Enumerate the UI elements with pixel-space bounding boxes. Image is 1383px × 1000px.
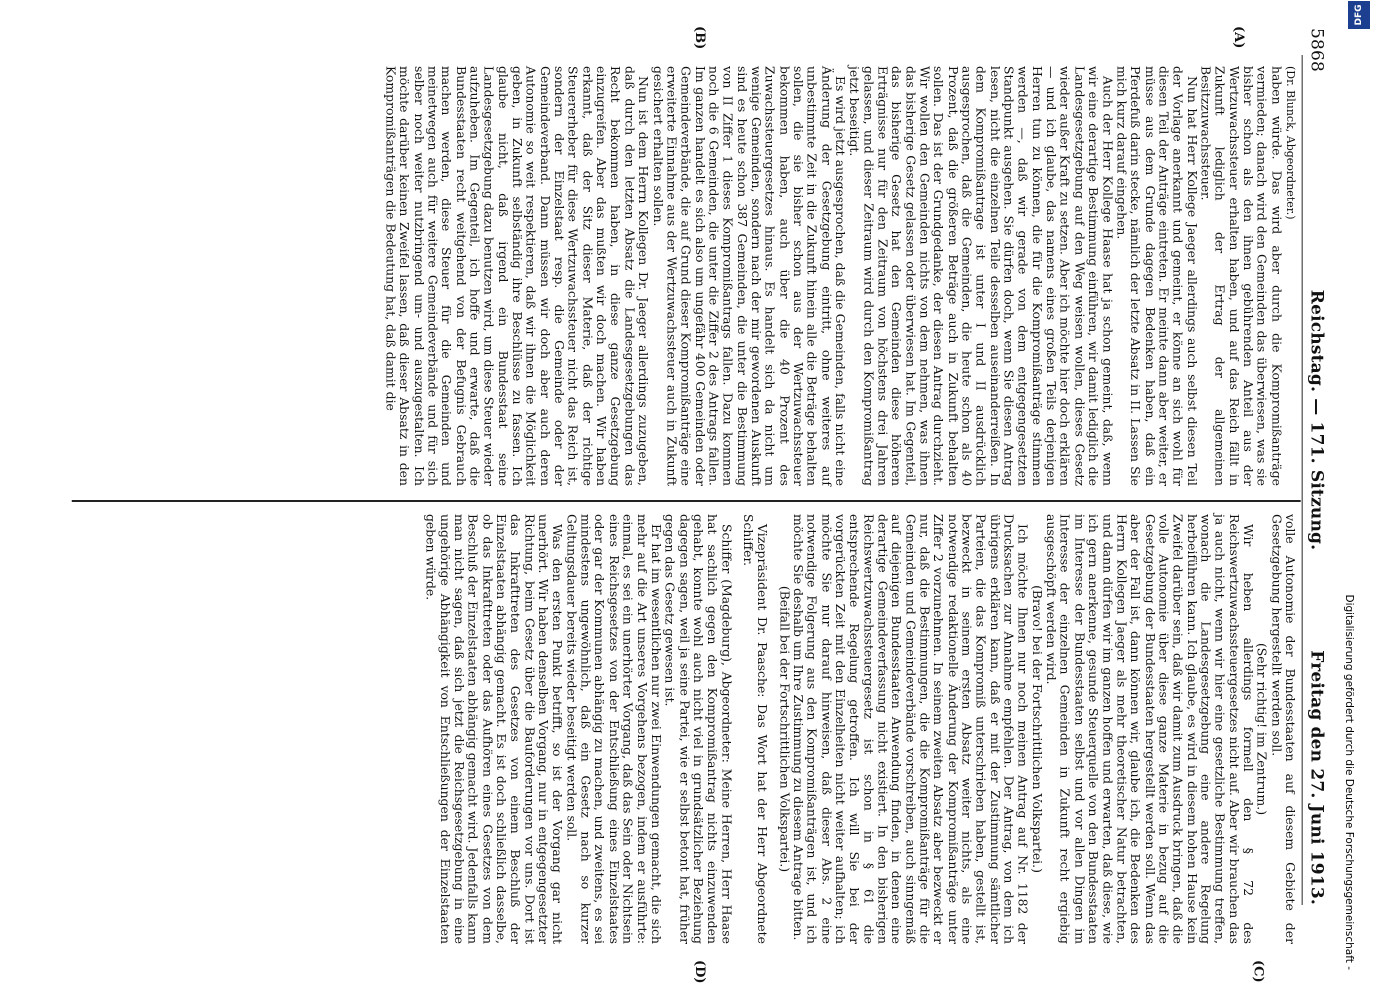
interjection: (Beifall bei der Fortschrittlichen Volkspartei.) [776,585,792,873]
dfg-logo: DFG [1348,1,1370,29]
session-title: Reichstag. — 171. Sitzung. [1306,289,1327,551]
margin-mark-d: (D) [692,960,707,984]
paragraph: Ich möchte Ihnen nur noch meinen Antrag auf Nr. 1182 der Drucksachen zur Annahme empfehlen. Der Antrag, von dem ich übrigens erklären kann, daß er mit der Zustimmung sämtlicher Parteien, die das Kompromiß unterschrieben haben, gestellt ist, bezweckt in seinem ersten Absatz weiter nichts, als eine notwendige redaktionelle Änderung der Kompromißanträge unter Ziffer 2 vorzunehmen. In seinem zweiten Absatz aber bezweckt er nur, daß die Bestimmungen, die die Kompromißanträge für die Gemeinden und Gemeindeverbände vorschreiben, auch sinngemäß auf diejenigen Bundesstaaten Anwendung finden, in denen eine derartige Gemeindeverfassung nicht existiert. In den bisherigen Reichswertzuwachssteuergesetz ist schon in § 61 die entsprechende Regelung getroffen. Ich will Sie bei der vorgerückten Zeit mit den Einzelheiten nicht weiter aufhalten; ich möchte Sie nur darauf hinweisen, daß dieser Abs. 2 eine notwendige Folgerung aus den Kompromißanträgen ist, und ich möchte Sie deshalb um Ihre Zustimmung zu diesem Antrage bitten. [791,514,1031,944]
paragraph: Nun hat Herr Kollege Jaeger allerdings auch selbst diesen Teil der Vorlage anerkannt und gemeint, er könne an sich wohl für diesen Teil der Anträge eintreten. Er meinte dann aber weiter, er müsse aus dem Grunde dagegen Bedenken haben, daß ein Pferdefuß darin stecke, nämlich der letzte Absatz in II. Lassen Sie mich kurz darauf eingehen. [1114,66,1200,486]
paragraph: Nun ist dem Herrn Kollegen Dr. Jaeger allerdings zuzugeben, daß durch den letzten Absatz die Landesgesetzgebungen das Recht bekommen haben, in diese ganze Gesetzgebung einzugreifen. Aber das mußten wir doch machen. Wir haben erkannt, daß der Sitz dieser Materie, daß der richtige Steuererheber für diese Wertzuwachssteuer nicht das Reich ist, sondern der Einzelstaat resp. die Gemeinde oder der Gemeindeverband. Dann müssen wir doch aber auch deren Autonomie so weit respektieren, daß wir ihnen die Möglichkeit geben, in Zukunft selbständig ihre Beschlüsse zu fassen. Ich glaube nicht, daß irgend ein Bundesstaat seine Landesgesetzgebung dazu benutzen wird, um diese Steuer wieder aufzuheben. Im Gegenteil, ich hoffe und erwarte, daß die Bundesstaaten recht weitgehend von der Befugnis Gebrauch machen werden, diese Steuer für die Gemeinden und meinetwegen auch für weitere Gemeindeverbände und für sich selber noch weiter nutzbringend um- und auszugestalten. Ich möchte darüber keinen Zweifel lassen, daß dieser Absatz in den Kompromißanträgen die Bedeutung hat, daß damit die [383,66,652,486]
margin-mark-a: (A) [1231,26,1246,49]
left-column [383,66,1297,486]
paragraph: Vizepräsident Dr. Paasche: Das Wort hat der Herr Abgeordnete Schiffer. [741,514,770,944]
digitization-credit: Digitalisierung gefördert durch die Deutsche Forschungsgemeinschaft - [1343,594,1355,970]
paragraph: Schiffer (Magdeburg), Abgeordneter: Meine Herren, Herr Haase hat sachlich gegen den Kompromißantrag nichts einzuwenden gehabt, konnte wohl auch nicht viel in grundsätzlicher Beziehung dagegen sagen, weil ja seine Partei, wie er selbst betont hat, früher gegen das Gesetz gewesen ist. [662,514,734,944]
paragraph: Was den ersten Punkt betrifft, so ist der Vorgang gar nicht unerhört. Wir haben denselben Vorgang, nur in entgegengesetzter Richtung, beim Gesetz über die Bauforderungen vor uns. Dort ist das Inkrafttreten des Gesetzes von einem Beschluß der Einzelstaaten abhängig gemacht. Es ist doch schließlich dasselbe, ob das Inkrafttreten oder das Aufhören eines Gesetzes von dem Beschluß der Einzelstaaten abhängig gemacht wird. Jedenfalls kann man nicht sagen, daß sich jetzt die Reichsgesetzgebung in eine ungehörige Abhängigkeit von Entschließungen der Einzelstaaten geben würde. [423,514,566,944]
session-date: Freitag den 27. Juni 1913. [1306,650,1327,905]
margin-mark-c: (C) [1250,960,1266,983]
column-divider [72,500,1301,502]
interjection: (Bravo! bei der Fortschrittlichen Volkspartei.) [1030,585,1045,873]
paragraph: Wir heben allerdings formell den § 72 des Reichswertzuwachssteuergesetzes nicht auf. Aber wir brauchen das ja auch nicht, wenn wir hier eine gesetzliche Bestimmung treffen, wonach die Landesgesetzgebung eine andere Regelung herbeiführen kann. Ich glaube, es wird in diesem hohen Hause kein Zweifel darüber sein, daß wir damit zum Ausdruck bringen, daß die volle Autonomie über diese ganze Materie in bezug auf die Gesetzgebung der Bundesstaaten hergestellt werden soll. Wenn das aber der Fall ist, dann können wir, glaube ich, die Bedenken des Herrn Kollegen Jaeger als mehr theoretischer Natur betrachten, und dann dürfen wir im ganzen hoffen und erwarten, daß diese, wie ich gern anerkenne, gesunde Steuerquelle von den Bundesstaaten im Interesse der Bundesstaaten selbst und vor allen Dingen im Interesse der einzelnen Gemeinden in Zukunft recht ergiebig ausgeschöpft werden wird. [1044,514,1256,944]
paragraph: Es wird jetzt ausgesprochen, daß die Gemeinden, falls nicht eine Änderung der Gesetzgebung eintritt, ohne weiteres auf unbestimmte Zeit in die Zukunft hinein alle die Beträge behalten sollen, die sie bisher schon aus der Wertzuwachssteuer bekommen haben, auch über die 40 Prozent des Zuwachssteuergesetzes hinaus. Es handelt sich da nicht um wenige Gemeinden, sondern nach der mir gewordenen Auskunft sind es heute schon 387 Gemeinden, die unter die Bestimmung von II Ziffer 1 dieses Kompromißantrags fallen. Dazu kommen noch die 6 Gemeinden, die unter die Ziffer 2 des Antrags fallen. Im ganzen handelt es sich also um ungefähr 400 Gemeinden oder Gemeindeverbände, die auf Grund dieser Kompromißanträge eine erweiterte Einnahme aus der Wertzuwachssteuer auch in Zukunft gesichert erhalten sollen. [650,66,848,486]
header-rule [1302,55,1303,905]
right-column [424,514,1297,944]
paragraph: Er hat im wesentlichen nur zwei Einwendungen gemacht, die sich mehr auf die Art unseres Vorgehens bezogen, indem er ausführte: einmal, es sei ein unerhörter Vorgang, daß das Sein oder Nichtsein eines Reichsgesetzes von der Entschließung eines Einzelstaates oder gar der Kommunen abhängig zu machen, und zweitens, es sei mindestens ungewöhnlich, daß ein Gesetz nach so kurzer Geltungsdauer bereits wieder beseitigt werden soll. [564,514,664,944]
page-number: 5868 [1306,28,1327,73]
paragraph: Auch der Herr Kollege Haase hat ja schon gemeint, daß, wenn wir eine derartige Bestimmung einführen, wir damit lediglich die Landesgesetzgebung auf den Weg weisen wollen, dieses Gesetz wieder außer Kraft zu setzen. Aber ich möchte hier doch erklären — und ich glaube, das namens eines großen Teils derjenigen Herren tun zu können, die für die Kompromißanträge stimmen werden —, daß wir gerade von dem entgegengesetzten Standpunkt ausgehen. Sie dürfen doch, wenn Sie diesen Antrag lesen, nicht die einzelnen Teile desselben auseinanderreißen. In dem Kompromißantrage ist unter I und II ausdrücklich ausgesprochen, daß die Gemeinden, die heute schon als 40 Prozent, daß die größeren Beträge auch in Zukunft behalten sollen. Das ist der Grundgedanke, der diesen Antrag durchzieht. Wir wollen den Gemeinden nichts von dem nehmen, was ihnen das bisherige Gesetz gelassen oder überwiesen hat. Im Gegenteil, das bisherige Gesetz hat den Gemeinden diese höheren Erträgnisse nur für den Zeitraum von höchstens drei Jahren gelassen, und dieser Zeitraum wird durch den Kompromißantrag jetzt beseitigt. [847,66,1116,486]
interjection: (Sehr richtig! im Zentrum.) [1254,642,1270,816]
speaker-note: (Dr. Blunck, Abgeordneter.) [1284,66,1297,220]
paragraph: volle Autonomie der Bundesstaaten auf diesem Gebiete der Gesetzgebung hergestellt werden soll. [1268,514,1298,944]
margin-mark-b: (B) [692,26,707,50]
paragraph: haben würde. Das wird aber durch die Kompromißanträge vermieden; danach wird den Gemeinden das überwiesen, was sie bisher schon als den ihnen gebührenden Anteil aus der Wertzuwachssteuer erhalten haben, und auf das Reich fällt in Zukunft lediglich der Ertrag der allgemeinen Besitzzuwachssteuer. [1198,66,1284,486]
